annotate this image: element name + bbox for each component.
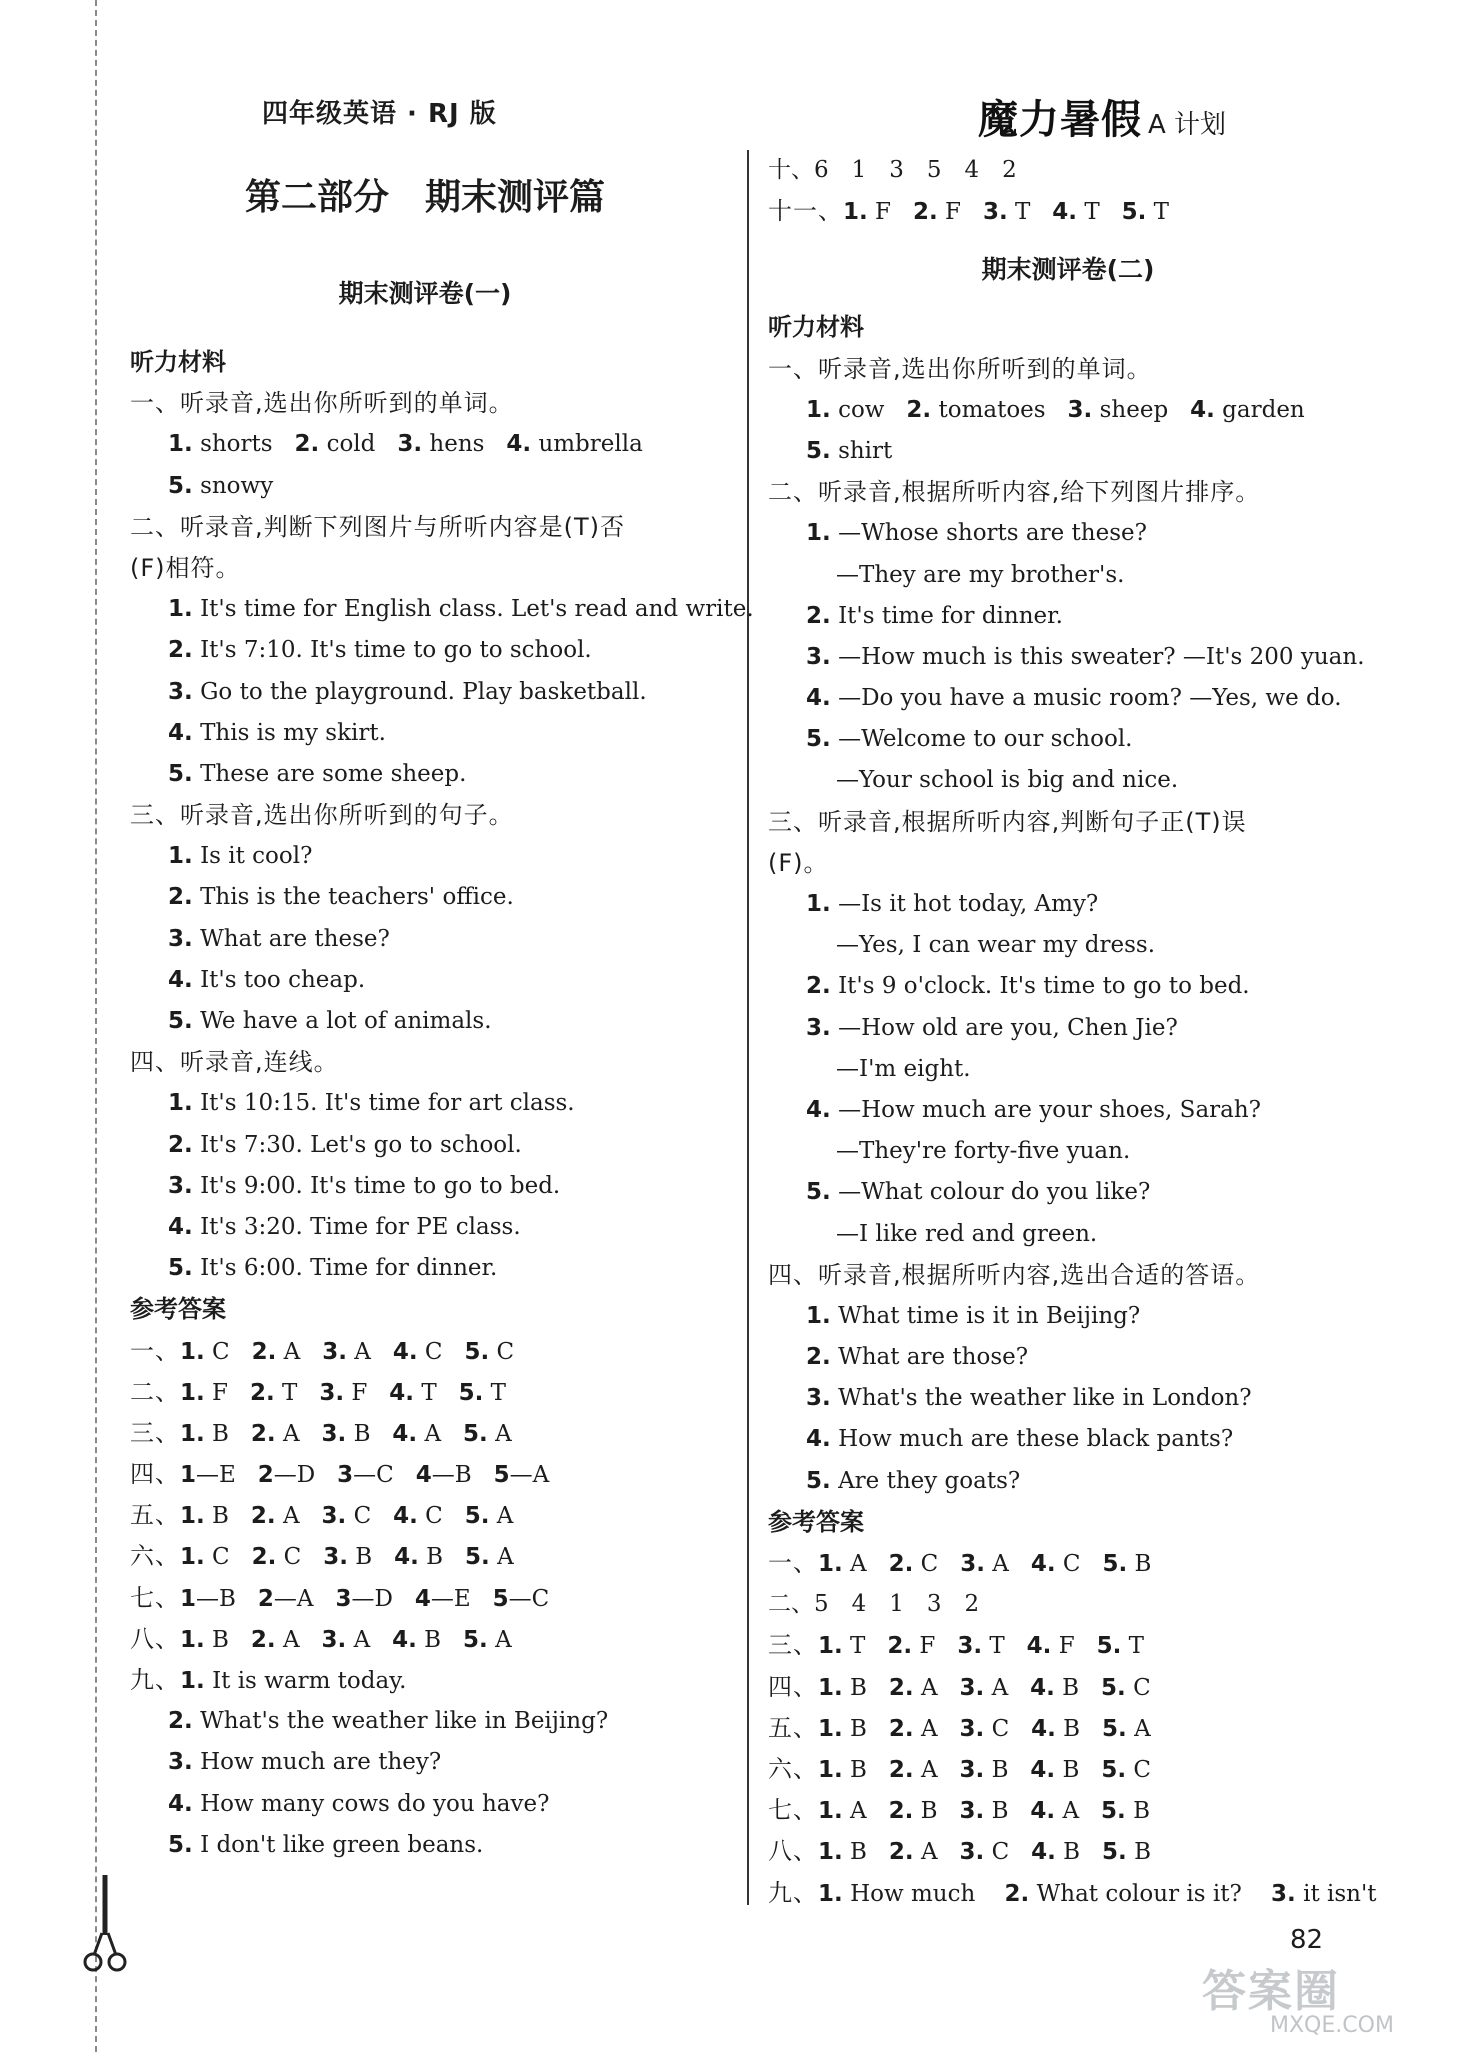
list-item bbox=[768, 719, 1368, 760]
list-item: 1. It's time for English class. Let's read and write. bbox=[168, 596, 754, 623]
answer-number: 1. bbox=[818, 1756, 843, 1783]
q1-prompt: 一、听录音,选出你所听到的单词。 bbox=[768, 354, 1152, 383]
answer-row bbox=[130, 1454, 720, 1495]
list-item bbox=[768, 513, 1368, 554]
listening-heading: 听力材料 bbox=[768, 313, 864, 342]
item-number: 4. bbox=[806, 1096, 831, 1123]
answer-value: —A bbox=[509, 1462, 550, 1489]
answer-value: —B bbox=[431, 1462, 472, 1489]
answer-number: 5. bbox=[1102, 1839, 1127, 1866]
brand-plan: A 计划 bbox=[1148, 110, 1227, 140]
answer-value: T bbox=[982, 1633, 1005, 1660]
item-text: —How old are you, Chen Jie? bbox=[838, 1014, 1178, 1041]
answer-value: B bbox=[416, 1626, 442, 1653]
answer-number: 2 bbox=[257, 1462, 274, 1489]
list-item: 3. It's 9:00. It's time to go to bed. bbox=[168, 1172, 561, 1199]
list-item: 4. How much are these black pants? bbox=[806, 1426, 1234, 1453]
item-number: 1. bbox=[806, 891, 831, 917]
list-item bbox=[768, 1090, 1368, 1131]
answer-label: 一、 bbox=[130, 1336, 180, 1365]
answer-number: 2. bbox=[249, 1379, 275, 1406]
cut-dashed-line bbox=[95, 0, 97, 2052]
answer-value: C bbox=[1055, 1551, 1081, 1577]
answer-number: 5. bbox=[1102, 1551, 1128, 1577]
answer-value: C bbox=[204, 1544, 230, 1571]
answer-label: 七、 bbox=[768, 1796, 818, 1825]
answer-value: F bbox=[867, 199, 892, 226]
answer-number: 5. bbox=[1102, 1715, 1127, 1742]
answer-value: T bbox=[842, 1633, 866, 1660]
answer-value: T bbox=[274, 1379, 298, 1406]
list-item: 5. I don't like green beans. bbox=[168, 1831, 484, 1858]
header-brand bbox=[978, 88, 1227, 143]
list-item: 2. What's the weather like in Beijing? bbox=[168, 1708, 609, 1735]
answer-row bbox=[768, 1831, 1368, 1872]
answer-row bbox=[130, 1331, 720, 1372]
answer-value: B bbox=[204, 1503, 229, 1530]
answer-label: 四、 bbox=[768, 1672, 818, 1701]
q3-prompt: 三、听录音,选出你所听到的句子。 bbox=[130, 801, 514, 830]
list-item: 3. How much are they? bbox=[168, 1749, 442, 1776]
q3-lines bbox=[768, 884, 1368, 1255]
part-title: 第二部分 期末测评篇 bbox=[244, 177, 605, 218]
answer-number: 2. bbox=[888, 1674, 914, 1701]
brand-title: 魔力暑假 bbox=[978, 97, 1142, 143]
answer-value: B bbox=[913, 1798, 938, 1825]
answer-number: 1. bbox=[180, 1626, 205, 1653]
answer-value: A bbox=[346, 1338, 371, 1365]
answer-row bbox=[130, 1372, 720, 1413]
answer-number: 5. bbox=[1121, 199, 1147, 226]
answer-value: C bbox=[1126, 1756, 1151, 1783]
answer-value: B bbox=[346, 1420, 371, 1447]
q2-prompt: 二、听录音,判断下列图片与所听内容是(T)否 bbox=[130, 512, 626, 541]
answer-number: 1. bbox=[180, 1338, 205, 1365]
answer-number: 2. bbox=[912, 199, 938, 226]
answer-value: A bbox=[275, 1626, 300, 1653]
list-item bbox=[768, 596, 1368, 637]
answer-number: 1. bbox=[180, 1503, 205, 1530]
list-item bbox=[768, 555, 1368, 596]
answer-value: F bbox=[344, 1379, 368, 1406]
answer-row bbox=[130, 1619, 720, 1660]
answer-number: 3 bbox=[337, 1462, 354, 1489]
answer-number: 1. bbox=[180, 1379, 205, 1406]
answer-row bbox=[768, 1790, 1368, 1831]
item-number: 2. bbox=[806, 602, 831, 629]
answer-number: 5. bbox=[458, 1379, 484, 1406]
answer-number: 5. bbox=[1096, 1633, 1122, 1660]
answer-number: 2. bbox=[250, 1420, 276, 1447]
list-item: 5. It's 6:00. Time for dinner. bbox=[168, 1255, 498, 1282]
q2-prompt-cont: (F)相符。 bbox=[130, 553, 241, 582]
answer-number: 4. bbox=[1030, 1756, 1056, 1783]
list-item bbox=[768, 1008, 1368, 1049]
list-item bbox=[768, 966, 1368, 1007]
answer-value: B bbox=[204, 1420, 229, 1447]
q1-words-row: 5. snowy bbox=[168, 472, 274, 499]
answer-number: 5 bbox=[493, 1462, 510, 1489]
answer-value: B bbox=[204, 1626, 229, 1653]
answer-value: T bbox=[1121, 1633, 1145, 1660]
list-item: 2. It's 7:10. It's time to go to school. bbox=[168, 637, 592, 664]
answer-number: 3. bbox=[959, 1839, 985, 1866]
answer-number: 1. bbox=[818, 1551, 843, 1577]
list-item: 1. What time is it in Beijing? bbox=[806, 1302, 1141, 1329]
answer-value: F bbox=[912, 1633, 936, 1660]
answer-number: 5. bbox=[463, 1420, 488, 1447]
answer-value: C bbox=[276, 1544, 302, 1571]
answer-value: A bbox=[487, 1626, 512, 1653]
item-text: —Whose shorts are these? bbox=[838, 520, 1147, 547]
answer-value: A bbox=[984, 1674, 1009, 1701]
answer-number: 4. bbox=[392, 1420, 418, 1447]
list-item bbox=[768, 1214, 1368, 1255]
answer-value: T bbox=[414, 1379, 437, 1406]
answer-number: 5. bbox=[1101, 1798, 1126, 1825]
answer-value: A bbox=[842, 1551, 867, 1577]
answer-row bbox=[768, 1667, 1368, 1708]
answer-label: 三、 bbox=[768, 1631, 818, 1660]
answer-value: F bbox=[1051, 1633, 1075, 1660]
answer-number: 4. bbox=[392, 1338, 418, 1365]
answer-label: 十一、 bbox=[768, 197, 843, 226]
q1-words-row: 1. cow 2. tomatoes 3. sheep 4. garden bbox=[806, 396, 1305, 423]
item-number: 3. bbox=[806, 1014, 831, 1041]
answer-number: 2. bbox=[888, 1839, 914, 1866]
answer-number: 1. bbox=[818, 1674, 843, 1701]
answer-value: B bbox=[842, 1756, 867, 1783]
answer-value: B bbox=[1054, 1674, 1080, 1701]
answer-key-block bbox=[768, 1625, 1368, 1872]
watermark-logo: 答案圈 MXQE.COM bbox=[1202, 1966, 1394, 2038]
answer-value: C bbox=[417, 1338, 443, 1365]
answer-label: 三、 bbox=[130, 1418, 180, 1447]
list-item: 九、1. It is warm today. bbox=[130, 1666, 407, 1694]
answer-number: 1. bbox=[818, 1633, 843, 1660]
answer-value: B bbox=[1055, 1756, 1080, 1783]
answer-number: 3 bbox=[335, 1585, 352, 1612]
list-item bbox=[768, 884, 1368, 925]
item-number: 4. bbox=[806, 685, 831, 712]
answer-label: 七、 bbox=[130, 1583, 180, 1612]
answer-value: —D bbox=[273, 1462, 316, 1489]
q1-words-row: 1. shorts 2. cold 3. hens 4. umbrella bbox=[168, 431, 643, 458]
answer-value: B bbox=[984, 1756, 1009, 1783]
list-item bbox=[768, 760, 1368, 801]
answer-number: 3. bbox=[959, 1756, 985, 1783]
list-item bbox=[768, 925, 1368, 966]
item-number: 1. bbox=[806, 520, 831, 547]
answer-value: —E bbox=[196, 1462, 236, 1489]
answer-row bbox=[768, 1749, 1368, 1790]
answer-value: A bbox=[275, 1420, 300, 1447]
answer-value: C bbox=[984, 1715, 1010, 1742]
item-text: —Yes, I can wear my dress. bbox=[836, 932, 1156, 959]
list-item: 4. This is my skirt. bbox=[168, 719, 386, 746]
q1-words-row: 5. shirt bbox=[806, 437, 893, 464]
answer-number: 4 bbox=[414, 1585, 431, 1612]
answer-label: 八、 bbox=[130, 1624, 180, 1653]
answer-value: T bbox=[1146, 199, 1170, 226]
answer-value: —D bbox=[351, 1585, 393, 1612]
answer-number: 3. bbox=[319, 1379, 345, 1406]
list-item: 2. It's 7:30. Let's go to school. bbox=[168, 1131, 522, 1158]
answer-value: B bbox=[842, 1839, 867, 1866]
page-number: 82 bbox=[1290, 1925, 1324, 1955]
answer-number: 5. bbox=[465, 1544, 490, 1571]
answer-number: 4 bbox=[415, 1462, 432, 1489]
answer-label: 八、 bbox=[768, 1837, 818, 1866]
answer-number: 1 bbox=[180, 1585, 197, 1612]
answer-number: 2. bbox=[251, 1544, 277, 1571]
answer-value: B bbox=[1126, 1839, 1151, 1866]
answer-number: 1. bbox=[818, 1715, 843, 1742]
item-text: —They are my brother's. bbox=[836, 561, 1125, 588]
answer-value: C bbox=[913, 1551, 939, 1577]
answer-value: A bbox=[913, 1715, 938, 1742]
answer-value: T bbox=[483, 1379, 507, 1406]
item-text: —Welcome to our school. bbox=[838, 726, 1133, 753]
answer-number: 4. bbox=[394, 1544, 419, 1571]
answer-value: A bbox=[1126, 1715, 1151, 1742]
answer-number: 2. bbox=[887, 1633, 913, 1660]
answer-number: 1. bbox=[843, 199, 868, 226]
list-item bbox=[768, 637, 1368, 678]
answer-number: 3. bbox=[322, 1338, 347, 1365]
answer-number: 5. bbox=[1101, 1674, 1126, 1701]
answer-value: B bbox=[1055, 1715, 1081, 1742]
list-item: 1. It's 10:15. It's time for art class. bbox=[168, 1090, 575, 1117]
answer-value: A bbox=[913, 1674, 938, 1701]
answer-number: 1. bbox=[180, 1420, 205, 1447]
list-item bbox=[768, 678, 1368, 719]
answer-value: —C bbox=[508, 1585, 550, 1612]
answer-number: 4. bbox=[1052, 199, 1078, 226]
header-grade-subject: 四年级英语 · RJ 版 bbox=[262, 99, 497, 129]
answer-label: 五、 bbox=[130, 1501, 180, 1530]
answer-number: 2. bbox=[250, 1503, 276, 1530]
q4-prompt: 四、听录音,根据所听内容,选出合适的答语。 bbox=[768, 1260, 1261, 1289]
answer-label: 六、 bbox=[130, 1542, 180, 1571]
answer-value: C bbox=[1125, 1674, 1151, 1701]
answer-number: 3. bbox=[959, 1715, 985, 1742]
answer-number: 4. bbox=[1030, 1551, 1056, 1577]
answer-value: B bbox=[1125, 1798, 1150, 1825]
answer-row-nine: 九、1. How much 2. What colour is it? 3. it isn't bbox=[768, 1878, 1377, 1907]
answer-number: 5. bbox=[1101, 1756, 1127, 1783]
scissors-icon bbox=[82, 1875, 128, 1975]
answer-value: C bbox=[417, 1503, 443, 1530]
answer-value: —E bbox=[430, 1585, 471, 1612]
item-number: 5. bbox=[806, 726, 831, 753]
list-item: 3. What's the weather like in London? bbox=[806, 1385, 1252, 1412]
answer-value: —A bbox=[273, 1585, 314, 1612]
answer-row bbox=[768, 1543, 1368, 1584]
answer-number: 4. bbox=[392, 1626, 417, 1653]
answer-number: 4. bbox=[1031, 1715, 1056, 1742]
answer-number: 2. bbox=[251, 1338, 277, 1365]
item-text: It's time for dinner. bbox=[838, 602, 1063, 629]
answer-number: 3. bbox=[960, 1551, 985, 1577]
answer-number: 3. bbox=[323, 1544, 348, 1571]
answer-number: 5 bbox=[492, 1585, 509, 1612]
answer-value: A bbox=[489, 1544, 514, 1571]
answer-label: 四、 bbox=[130, 1460, 180, 1489]
answer-value: F bbox=[937, 199, 961, 226]
answer-number: 1. bbox=[180, 1544, 205, 1571]
item-text: It's 9 o'clock. It's time to go to bed. bbox=[838, 973, 1250, 1000]
answer-value: B bbox=[842, 1715, 867, 1742]
answer-value: B bbox=[1055, 1839, 1081, 1866]
answer-value: B bbox=[1127, 1551, 1152, 1577]
item-text: —Your school is big and nice. bbox=[836, 767, 1179, 794]
answer-number: 4. bbox=[389, 1379, 415, 1406]
left-column bbox=[130, 150, 754, 1866]
list-item: 5. These are some sheep. bbox=[168, 760, 467, 787]
list-item: 3. What are these? bbox=[168, 925, 390, 952]
answer-number: 4. bbox=[1026, 1633, 1052, 1660]
answer-number: 3. bbox=[959, 1798, 985, 1825]
answer-label: 一、 bbox=[768, 1549, 818, 1577]
answer-number: 2. bbox=[888, 1551, 914, 1577]
answer-key-block bbox=[130, 1331, 720, 1661]
answer-value: T bbox=[1077, 199, 1100, 226]
answer-row bbox=[130, 1578, 720, 1619]
answer-number: 2. bbox=[250, 1626, 276, 1653]
answer-number: 2. bbox=[888, 1798, 914, 1825]
answer-value: A bbox=[276, 1338, 301, 1365]
answers-heading: 参考答案 bbox=[768, 1507, 864, 1536]
answer-value: C bbox=[204, 1338, 230, 1365]
answer-value: C bbox=[346, 1503, 372, 1530]
answer-number: 5. bbox=[463, 1626, 488, 1653]
answer-number: 2. bbox=[888, 1756, 914, 1783]
answer-value: A bbox=[913, 1756, 938, 1783]
answer-value: A bbox=[275, 1503, 300, 1530]
answer-number: 1. bbox=[818, 1798, 843, 1825]
answer-value: A bbox=[842, 1798, 867, 1825]
answer-value: A bbox=[913, 1839, 938, 1866]
q4-prompt: 四、听录音,连线。 bbox=[130, 1048, 339, 1077]
column-divider bbox=[747, 150, 749, 1905]
item-text: —I like red and green. bbox=[836, 1220, 1098, 1247]
list-item: 1. Is it cool? bbox=[168, 843, 313, 870]
item-text: —What colour do you like? bbox=[838, 1179, 1151, 1206]
q2-prompt: 二、听录音,根据所听内容,给下列图片排序。 bbox=[768, 478, 1261, 507]
answer-label: 二、 bbox=[130, 1377, 180, 1406]
answer-value: T bbox=[1007, 199, 1031, 226]
list-item: 4. It's too cheap. bbox=[168, 966, 366, 993]
answer-number: 3. bbox=[959, 1674, 985, 1701]
answer-row-ten: 十、6 1 3 5 4 2 bbox=[768, 157, 1017, 183]
answer-row bbox=[768, 1625, 1368, 1666]
answer-row bbox=[130, 1495, 720, 1536]
answer-value: B bbox=[418, 1544, 444, 1571]
answer-value: A bbox=[984, 1551, 1009, 1577]
list-item: 4. It's 3:20. Time for PE class. bbox=[168, 1213, 521, 1240]
listening-heading: 听力材料 bbox=[130, 348, 226, 376]
answer-value: A bbox=[346, 1626, 371, 1653]
answer-number: 4. bbox=[393, 1503, 418, 1530]
answer-number: 2 bbox=[257, 1585, 274, 1612]
item-text: —How much is this sweater? —It's 200 yuan. bbox=[838, 643, 1365, 670]
list-item bbox=[768, 1131, 1368, 1172]
answer-number: 3. bbox=[957, 1633, 983, 1660]
paper-title-1: 期末测评卷(一) bbox=[338, 279, 512, 308]
item-text: —Do you have a music room? —Yes, we do. bbox=[838, 685, 1342, 712]
answer-value: A bbox=[417, 1420, 442, 1447]
item-text: —I'm eight. bbox=[836, 1055, 971, 1082]
answer-number: 1 bbox=[180, 1462, 197, 1489]
answer-number: 3. bbox=[321, 1626, 347, 1653]
q2-lines bbox=[768, 513, 1368, 801]
answer-number: 4. bbox=[1030, 1674, 1055, 1701]
item-text: —How much are your shoes, Sarah? bbox=[838, 1096, 1262, 1123]
answer-row: 二、5 4 1 3 2 bbox=[768, 1591, 980, 1618]
answer-row bbox=[130, 1413, 720, 1454]
q1-prompt: 一、听录音,选出你所听到的单词。 bbox=[130, 389, 514, 418]
answer-label: 五、 bbox=[768, 1713, 818, 1742]
right-column bbox=[768, 150, 1377, 1914]
answer-value: C bbox=[489, 1338, 515, 1365]
answer-value: B bbox=[842, 1674, 867, 1701]
item-text: —They're forty-five yuan. bbox=[836, 1138, 1131, 1165]
answer-value: B bbox=[347, 1544, 373, 1571]
q3-prompt: 三、听录音,根据所听内容,判断句子正(T)误 bbox=[768, 807, 1247, 836]
answers-heading: 参考答案 bbox=[130, 1295, 226, 1324]
answer-number: 4. bbox=[1030, 1798, 1056, 1825]
list-item: 4. How many cows do you have? bbox=[168, 1790, 550, 1817]
list-item: 5. We have a lot of animals. bbox=[168, 1008, 492, 1034]
answer-value: C bbox=[984, 1839, 1010, 1866]
list-item: 5. Are they goats? bbox=[806, 1467, 1021, 1494]
answer-value: A bbox=[489, 1503, 514, 1530]
answer-row-eleven bbox=[768, 191, 1368, 232]
list-item bbox=[768, 1172, 1368, 1213]
answer-number: 1. bbox=[818, 1839, 843, 1866]
answer-value: A bbox=[487, 1420, 512, 1447]
answer-number: 3. bbox=[982, 199, 1008, 226]
answer-number: 5. bbox=[464, 1338, 490, 1365]
answer-value: F bbox=[204, 1379, 229, 1406]
list-item: 3. Go to the playground. Play basketball. bbox=[168, 678, 647, 705]
list-item bbox=[768, 1049, 1368, 1090]
answer-number: 4. bbox=[1031, 1839, 1056, 1866]
answer-row bbox=[768, 1708, 1368, 1749]
paper-title-2: 期末测评卷(二) bbox=[981, 255, 1155, 285]
answer-number: 2. bbox=[888, 1715, 914, 1742]
answer-value: —B bbox=[196, 1585, 236, 1612]
answer-value: B bbox=[984, 1798, 1009, 1825]
q3-prompt-cont: (F)。 bbox=[768, 848, 829, 877]
answer-value: A bbox=[1055, 1798, 1080, 1825]
answer-value: —C bbox=[353, 1462, 394, 1489]
answer-row bbox=[130, 1536, 720, 1577]
list-item: 2. This is the teachers' office. bbox=[168, 884, 514, 911]
item-number: 3. bbox=[806, 643, 831, 670]
item-number: 5. bbox=[806, 1179, 831, 1206]
item-number: 2. bbox=[806, 973, 831, 1000]
answer-number: 5. bbox=[464, 1503, 490, 1530]
answer-number: 3. bbox=[321, 1420, 347, 1447]
item-text: —Is it hot today, Amy? bbox=[838, 891, 1099, 917]
answer-number: 3. bbox=[321, 1503, 347, 1530]
answer-label: 六、 bbox=[768, 1754, 818, 1783]
list-item: 2. What are those? bbox=[806, 1344, 1029, 1371]
